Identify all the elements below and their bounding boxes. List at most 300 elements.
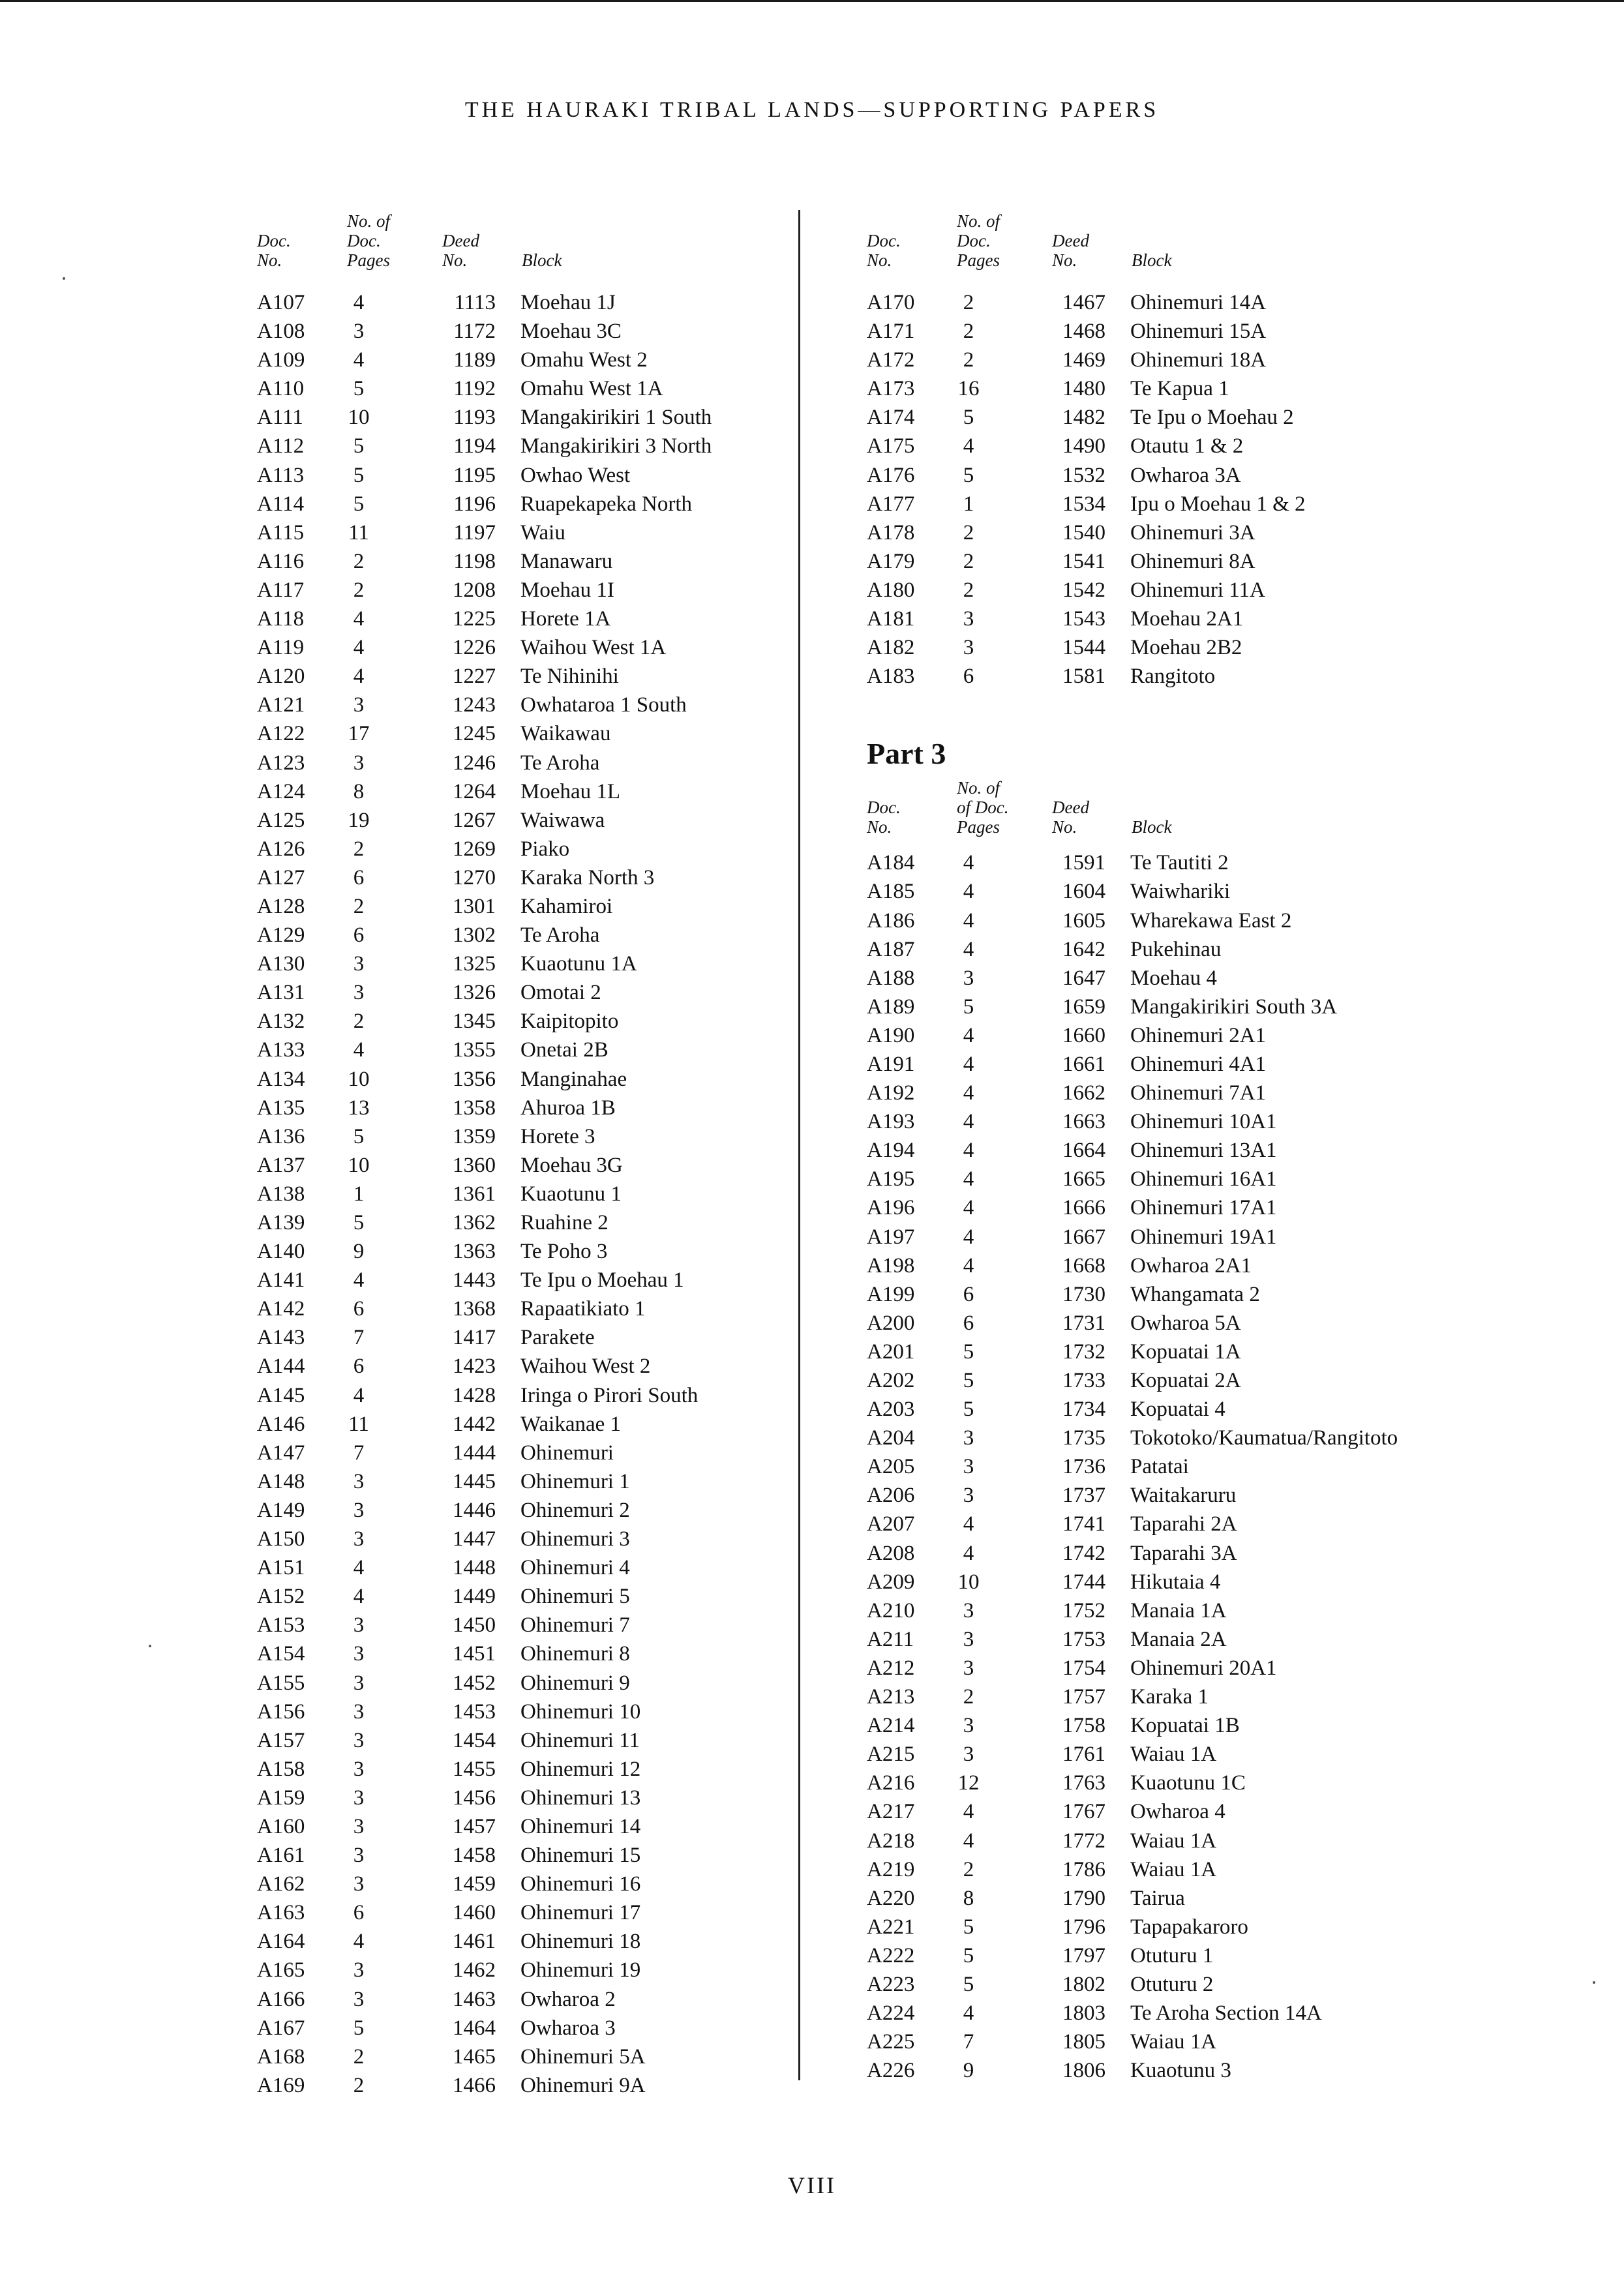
scan-speck [1593,1981,1595,1984]
doc-no-cell: A137 [257,1153,305,1177]
deed-no-cell: 1480 [1062,377,1105,401]
pages-cell: 3 [353,1987,365,2011]
doc-no-cell: A195 [867,1167,915,1191]
table-row [864,461,1484,490]
doc-no-cell: A220 [867,1886,915,1910]
deed-no-cell: 1417 [453,1326,496,1350]
block-cell: Ohinemuri 18 [520,1930,641,1954]
block-cell: Waiwawa [520,808,605,832]
doc-no-cell: A178 [867,520,915,545]
block-cell: Ohinemuri 1 [520,1469,630,1493]
pages-cell: 4 [963,1081,974,1105]
block-cell: Kuaotunu 1A [520,952,637,976]
pages-header: No. of Doc. Pages [347,211,391,270]
block-cell: Horete 3 [520,1124,595,1148]
pages-cell: 11 [348,520,369,545]
doc-no-cell: A113 [257,463,305,487]
doc-no-cell: A148 [257,1469,305,1493]
table-row [254,1151,796,1180]
deed-no-cell: 1806 [1062,2059,1105,2083]
block-cell: Manaia 2A [1130,1627,1227,1651]
doc-no-cell: A117 [257,578,305,602]
deed-no-cell: 1462 [453,1958,496,1982]
block-cell: Te Nihinihi [520,665,619,689]
table-row [864,1884,1484,1913]
doc-no-cell: A146 [257,1412,305,1436]
pages-cell: 6 [353,923,365,948]
deed-no-cell: 1457 [453,1814,496,1838]
pages-cell: 3 [963,1714,974,1738]
pages-cell: 19 [348,808,370,832]
deed-no-cell: 1463 [453,1987,496,2011]
deed-no-cell: 1467 [1062,291,1105,314]
pages-cell: 3 [353,1613,365,1638]
table-row [254,1065,796,1094]
table-row [254,1410,796,1439]
pages-cell: 3 [353,1728,365,1752]
pages-cell: 5 [353,463,365,487]
doc-no-cell: A189 [867,995,915,1019]
table-row [864,1136,1484,1165]
table-row [864,1827,1484,1855]
block-cell: Ipu o Moehau 1 & 2 [1130,492,1306,516]
block-cell: Ohinemuri 10 [520,1699,641,1724]
pages-cell: 6 [963,665,974,689]
block-cell: Ohinemuri 11 [520,1728,640,1752]
doc-no-cell: A223 [867,1972,915,1996]
block-cell: Patatai [1130,1455,1189,1479]
doc-no-cell: A121 [257,693,305,717]
table-row [864,1913,1484,1941]
block-cell: Waiau 1A [1130,1743,1217,1767]
pages-cell: 5 [963,463,974,487]
block-cell: Ohinemuri 8A [1130,549,1256,573]
deed-no-cell: 1208 [453,578,496,602]
table-row [864,1165,1484,1193]
deed-no-cell: 1741 [1062,1512,1105,1536]
doc-no-cell: A131 [257,981,305,1005]
table-row [864,403,1484,432]
table-row [864,288,1484,317]
doc-no-cell: A127 [257,865,305,890]
deed-no-cell: 1447 [453,1527,496,1551]
block-cell: Ohinemuri 4 [520,1556,630,1580]
deed-no-cell: 1453 [453,1699,496,1724]
table-row [864,1510,1484,1538]
block-cell: Waikawau [520,722,611,746]
deed-no-cell: 1325 [453,952,496,976]
table-row [864,1999,1484,2027]
deed-no-cell: 1458 [453,1844,496,1868]
pages-cell: 5 [963,406,974,430]
deed-no-cell: 1423 [453,1354,496,1379]
pages-cell: 4 [963,1139,974,1163]
table-row [864,1395,1484,1424]
block-cell: Owhao West [520,463,631,487]
block-cell: Owharoa 4 [1130,1800,1226,1824]
block-cell: Taparahi 3A [1130,1541,1237,1565]
pages-cell: 4 [353,1930,365,1954]
pages-cell: 3 [353,1844,365,1868]
deed-no-cell: 1243 [453,693,496,717]
deed-no-cell: 1465 [453,2044,496,2069]
pages-cell: 3 [353,1527,365,1551]
pages-cell: 1 [353,1182,365,1206]
block-cell: Tairua [1130,1886,1185,1910]
pages-header: No. of of Doc. Pages [957,778,1009,837]
table-row [254,1726,796,1755]
pages-cell: 2 [353,2044,365,2069]
doc-no-cell: A219 [867,1857,915,1881]
table-row [254,1639,796,1668]
block-cell: Ohinemuri 18A [1130,348,1267,372]
scan-speck [149,1645,151,1647]
table-row [864,1481,1484,1510]
doc-no-cell: A164 [257,1930,305,1954]
table-row [254,374,796,403]
table-row [254,317,796,346]
doc-no-cell: A198 [867,1253,915,1278]
doc-no-cell: A188 [867,966,915,990]
block-cell: Otautu 1 & 2 [1130,434,1244,458]
pages-cell: 4 [353,636,365,660]
table-row [254,1985,796,2014]
doc-no-cell: A111 [257,406,303,430]
pages-cell: 4 [353,665,365,689]
deed-no-cell: 1361 [453,1182,496,1206]
table-row [864,1107,1484,1136]
deed-no-cell: 1647 [1062,966,1105,990]
block-cell: Ohinemuri 9 [520,1671,630,1695]
doc-no-cell: A183 [867,665,915,689]
doc-no-cell: A222 [867,1943,915,1967]
deed-no-cell: 1269 [453,837,496,861]
pages-cell: 3 [353,1757,365,1781]
deed-no-cell: 1664 [1062,1139,1105,1163]
deed-no-cell: 1461 [453,1930,496,1954]
doc-no-cell: A168 [257,2044,305,2069]
table-row [864,1193,1484,1222]
deed-no-cell: 1772 [1062,1829,1105,1853]
table-row [864,1625,1484,1654]
table-row [254,1755,796,1784]
pages-cell: 5 [963,1972,974,1996]
doc-no-cell: A161 [257,1844,305,1868]
block-cell: Ohinemuri 14A [1130,291,1267,314]
deed-no-cell: 1444 [453,1441,496,1465]
doc-no-cell: A218 [867,1829,915,1853]
deed-no-cell: 1732 [1062,1339,1105,1364]
top-border [0,0,1624,2]
doc-no-cell: A201 [867,1339,915,1364]
deed-no-cell: 1193 [453,406,496,430]
doc-no-cell: A142 [257,1297,305,1321]
table-row [864,1366,1484,1395]
doc-no-cell: A182 [867,636,915,660]
doc-no-cell: A212 [867,1656,915,1680]
table-row [864,906,1484,935]
deed-no-cell: 1226 [453,636,496,660]
deed-no-cell: 1460 [453,1901,496,1925]
doc-no-cell: A172 [867,348,915,372]
block-cell: Te Ipu o Moehau 2 [1130,406,1294,430]
scan-speck [63,277,65,280]
deed-no-cell: 1742 [1062,1541,1105,1565]
block-cell: Ohinemuri 14 [520,1814,641,1838]
block-cell: Ohinemuri 17 [520,1901,641,1925]
doc-no-cell: A116 [257,549,305,573]
deed-no-cell: 1192 [453,377,496,401]
table-row [254,777,796,806]
deed-no-cell: 1227 [453,665,496,689]
block-cell: Manaia 1A [1130,1598,1227,1623]
deed-no-cell: 1189 [453,348,496,372]
block-cell: Onetai 2B [520,1038,609,1062]
deed-no-cell: 1360 [453,1153,496,1177]
block-cell: Omotai 2 [520,981,601,1005]
table-row [864,1251,1484,1280]
doc-no-cell: A114 [257,492,305,516]
table-row [864,1970,1484,1999]
block-cell: Ohinemuri 8 [520,1642,630,1666]
block-cell: Ruapekapeka North [520,492,692,516]
block-cell: Ohinemuri 16 [520,1872,641,1896]
doc-no-cell: A110 [257,377,305,401]
doc-no-cell: A151 [257,1556,305,1580]
doc-no-cell: A204 [867,1426,915,1450]
block-cell: Kuaotunu 3 [1130,2059,1231,2083]
doc-no-cell: A209 [867,1570,915,1594]
table-row [254,490,796,518]
table-header [254,207,796,279]
doc-no-cell: A217 [867,1800,915,1824]
doc-no-cell: A140 [257,1240,305,1264]
doc-no-cell: A149 [257,1498,305,1522]
block-cell: Parakete [520,1326,595,1350]
block-cell: Ohinemuri 13A1 [1130,1139,1277,1163]
block-cell: Moehau 3G [520,1153,623,1177]
pages-cell: 5 [963,1339,974,1364]
table-row [864,1855,1484,1884]
doc-no-cell: A192 [867,1081,915,1105]
doc-no-cell: A193 [867,1110,915,1134]
deed-no-cell: 1805 [1062,2030,1105,2054]
block-cell: Owharoa 2 [520,1987,616,2011]
deed-no-cell: 1604 [1062,880,1105,904]
doc-no-cell: A163 [257,1901,305,1925]
pages-cell: 1 [963,492,974,516]
block-cell: Otuturu 2 [1130,1972,1214,1996]
doc-no-cell: A141 [257,1268,305,1293]
doc-no-cell: A171 [867,320,915,344]
pages-cell: 4 [963,434,974,458]
pages-cell: 3 [353,981,365,1005]
table-row [254,576,796,605]
deed-no-cell: 1667 [1062,1225,1105,1249]
block-cell: Moehau 2B2 [1130,636,1242,660]
deed-no-cell: 1368 [453,1297,496,1321]
doc-no-cell: A170 [867,291,915,314]
table-row [864,1740,1484,1769]
deed-no-cell: 1736 [1062,1455,1105,1479]
deed-no-header: Deed No. [1052,231,1089,270]
doc-no-cell: A186 [867,908,915,933]
deed-no-cell: 1591 [1062,851,1105,875]
table-row [254,2014,796,2042]
table-row [254,461,796,490]
deed-no-cell: 1446 [453,1498,496,1522]
pages-cell: 6 [353,865,365,890]
pages-cell: 6 [353,1901,365,1925]
deed-no-cell: 1445 [453,1469,496,1493]
doc-no-cell: A210 [867,1598,915,1623]
table-row [254,1208,796,1237]
deed-no-cell: 1731 [1062,1311,1105,1335]
block-cell: Karaka North 3 [520,865,655,890]
pages-cell: 4 [963,1800,974,1824]
pages-cell: 3 [963,1656,974,1680]
block-cell: Te Aroha [520,751,600,775]
pages-cell: 2 [353,1010,365,1034]
deed-no-cell: 1534 [1062,492,1105,516]
pages-cell: 12 [957,1771,980,1795]
block-cell: Ohinemuri 19A1 [1130,1225,1277,1249]
pages-cell: 10 [348,1153,370,1177]
block-cell: Owhataroa 1 South [520,693,687,717]
doc-no-cell: A120 [257,665,305,689]
doc-no-cell: A160 [257,1814,305,1838]
deed-no-cell: 1752 [1062,1598,1105,1623]
block-cell: Kopuatai 2A [1130,1369,1241,1392]
block-cell: Ohinemuri 19 [520,1958,641,1982]
deed-no-cell: 1659 [1062,995,1105,1019]
doc-no-cell: A184 [867,851,915,875]
block-cell: Piako [520,837,570,861]
page-number: VIII [788,2172,836,2198]
deed-no-cell: 1267 [453,808,496,832]
pages-cell: 3 [963,1455,974,1479]
deed-no-cell: 1737 [1062,1484,1105,1508]
deed-no-cell: 1225 [453,607,496,631]
deed-no-cell: 1532 [1062,463,1105,487]
table-row [254,1812,796,1841]
table-row [254,1956,796,1984]
pages-cell: 4 [353,607,365,631]
doc-no-cell: A190 [867,1023,915,1047]
doc-no-cell: A107 [257,291,305,314]
doc-no-cell: A108 [257,320,305,344]
deed-no-cell: 1459 [453,1872,496,1896]
doc-no-cell: A216 [867,1771,915,1795]
pages-cell: 4 [963,1167,974,1191]
part-3-heading: Part 3 [867,737,946,771]
table-row [254,1611,796,1639]
block-cell: Ohinemuri 13 [520,1786,641,1810]
pages-cell: 2 [963,1685,974,1709]
doc-no-header: Doc. No. [257,231,291,270]
table-row [254,1294,796,1323]
doc-no-cell: A180 [867,578,915,602]
doc-no-cell: A155 [257,1671,305,1695]
pages-cell: 2 [353,894,365,918]
block-cell: Tokotoko/Kaumatua/Rangitoto [1130,1426,1398,1450]
block-cell: Kopuatai 1B [1130,1714,1240,1738]
block-cell: Owharoa 5A [1130,1311,1241,1335]
doc-no-cell: A225 [867,2030,915,2054]
table-row [254,863,796,892]
deed-no-cell: 1194 [453,434,496,458]
block-cell: Waiau 1A [1130,1829,1217,1853]
pages-cell: 4 [353,1268,365,1293]
deed-no-cell: 1803 [1062,2001,1105,2026]
pages-cell: 3 [353,1872,365,1896]
block-cell: Mangakirikiri 1 South [520,406,712,430]
deed-no-cell: 1761 [1062,1743,1105,1767]
table-row [254,346,796,374]
table-row [254,1841,796,1870]
block-cell: Ohinemuri 17A1 [1130,1196,1277,1220]
block-cell: Moehau 2A1 [1130,607,1244,631]
table-row [254,1007,796,1036]
pages-cell: 7 [353,1326,365,1350]
pages-cell: 5 [353,492,365,516]
block-cell: Moehau 1L [520,779,621,803]
block-cell: Owharoa 3A [1130,463,1241,487]
pages-cell: 6 [963,1311,974,1335]
doc-no-cell: A130 [257,952,305,976]
table-row [254,1036,796,1064]
doc-no-cell: A150 [257,1527,305,1551]
block-cell: Moehau 4 [1130,966,1217,990]
doc-no-cell: A144 [257,1354,305,1379]
table-row [864,1539,1484,1568]
deed-no-cell: 1581 [1062,665,1105,689]
pages-cell: 3 [963,1426,974,1450]
doc-no-cell: A215 [867,1743,915,1767]
block-cell: Ohinemuri 3A [1130,520,1256,545]
deed-no-cell: 1790 [1062,1886,1105,1910]
block-cell: Owharoa 2A1 [1130,1253,1252,1278]
pages-cell: 3 [353,693,365,717]
block-cell: Kopuatai 1A [1130,1339,1241,1364]
deed-no-cell: 1642 [1062,937,1105,961]
table-row [864,662,1484,691]
table-row [254,1467,796,1496]
pages-cell: 2 [963,320,974,344]
pages-cell: 2 [963,291,974,314]
pages-cell: 5 [353,434,365,458]
table-row [254,749,796,777]
doc-no-cell: A118 [257,607,305,631]
table-row [254,1266,796,1294]
table-row [254,1669,796,1698]
table-row [864,935,1484,964]
table-row [254,1180,796,1208]
block-cell: Rangitoto [1130,665,1216,689]
pages-cell: 4 [353,1383,365,1407]
table-row [254,1784,796,1812]
table-row [254,1352,796,1381]
block-cell: Moehau 3C [520,320,622,344]
pages-cell: 4 [963,1253,974,1278]
deed-no-cell: 1448 [453,1556,496,1580]
table-row [864,1654,1484,1683]
doc-no-cell: A191 [867,1052,915,1076]
column-divider [798,210,800,2080]
doc-no-cell: A126 [257,837,305,861]
pages-cell: 3 [353,1786,365,1810]
deed-no-cell: 1482 [1062,406,1105,430]
